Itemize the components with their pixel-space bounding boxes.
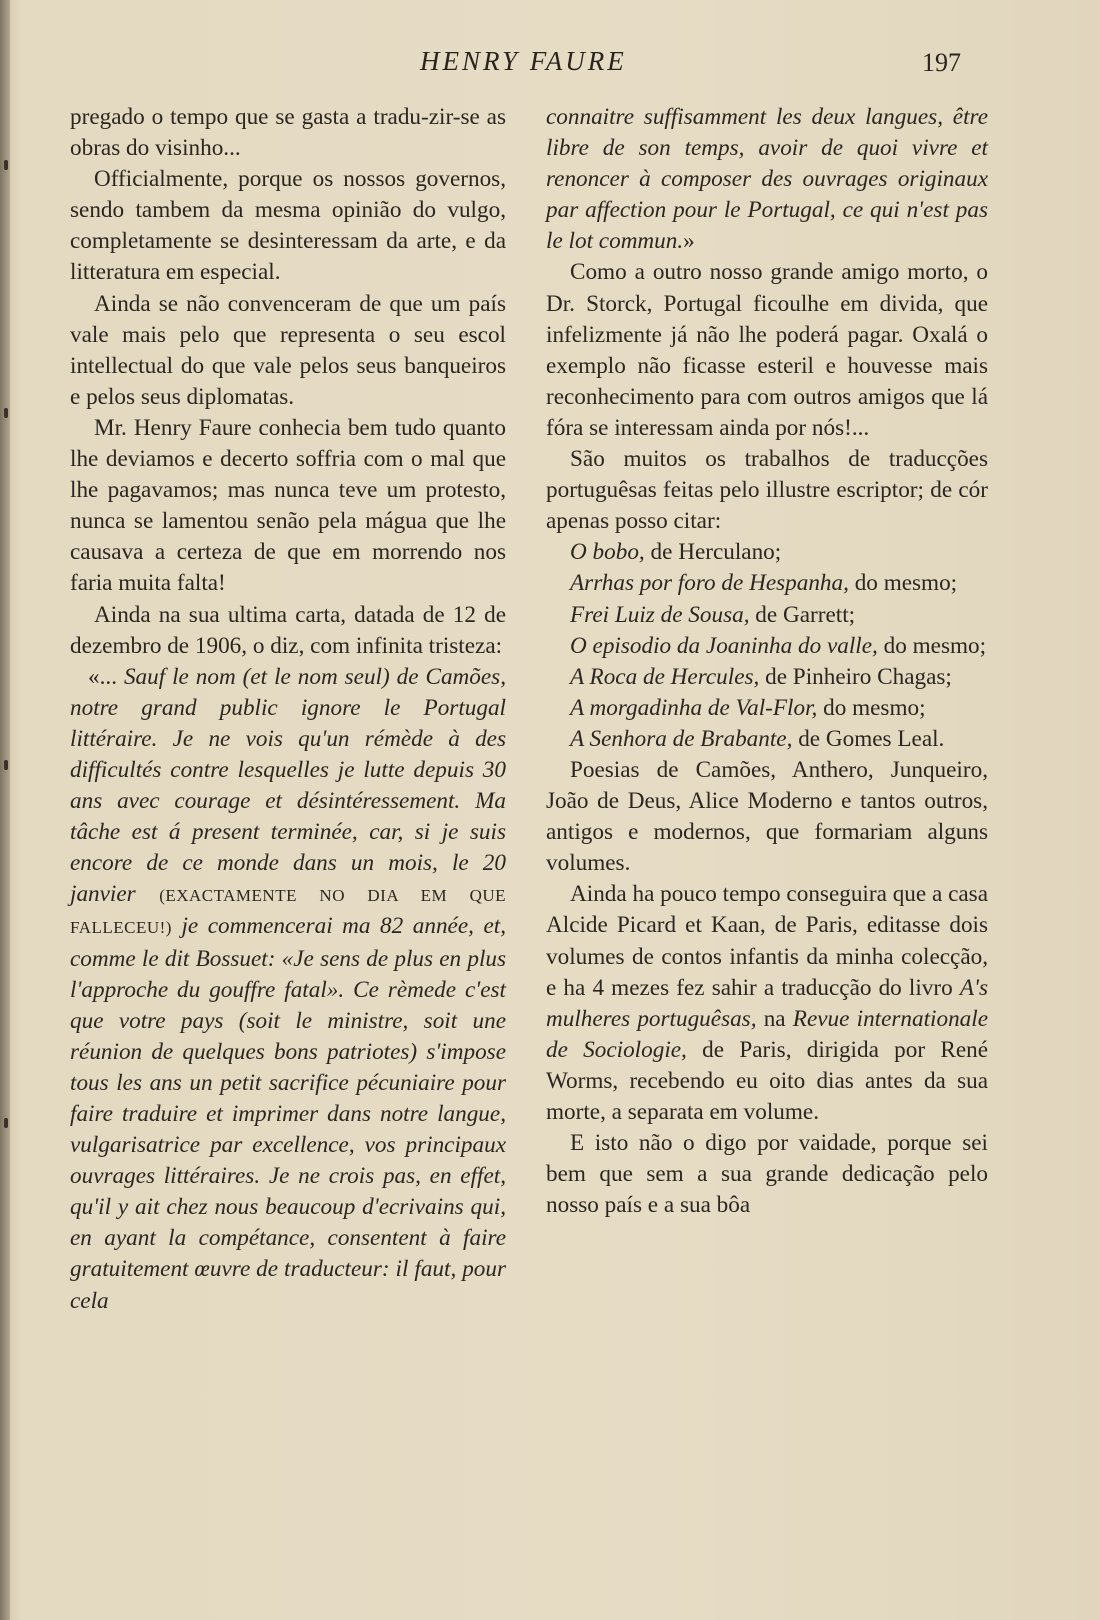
- paragraph: Ainda na sua ultima carta, datada de 12 de dezembro de 1906, o diz, com infinita tristeza:: [70, 601, 506, 659]
- margin-mark: [4, 160, 8, 170]
- work-title: A Senhora de Brabante,: [570, 725, 793, 752]
- work-author: de Herculano;: [644, 539, 782, 566]
- quote-close-mark: »: [683, 228, 695, 255]
- work-title: Arrhas por foro de Hespanha,: [570, 570, 849, 597]
- work-item: [546, 662, 988, 693]
- work-author: do mesmo;: [817, 694, 926, 721]
- work-item: [546, 724, 988, 755]
- work-title: O bobo,: [570, 539, 645, 566]
- margin-mark: [4, 408, 8, 418]
- work-title: A morgadinha de Val-Flor,: [570, 694, 818, 721]
- work-author: de Gomes Leal.: [792, 725, 945, 752]
- work-item: [546, 537, 988, 568]
- paragraph: E isto não o digo por vaidade, porque sei bem que sem a sua grande dedicação pelo nosso país e a sua bôa: [546, 1130, 988, 1219]
- paragraph: pregado o tempo que se gasta a tradu-zir-se as obras do visinho...: [70, 104, 506, 162]
- small-caps-aside: (EXACTAMENTE NO DIA EM QUE FALLECEU!): [70, 886, 507, 938]
- paragraph: Como a outro nosso grande amigo morto, o Dr. Storck, Portugal ficoulhe em divida, que infelizmente já não lhe poderá pagar. Oxalá o exemplo não ficasse esteril e houvesse mais reconhecimento para com outros amigos que lá fóra se interessam ainda por nós!...: [546, 259, 988, 441]
- running-title: HENRY FAURE: [420, 46, 627, 76]
- book-spine-edge: [0, 0, 10, 1620]
- quote-continuation: [546, 102, 988, 257]
- paragraph-text: de Paris, dirigida por René Worms, recebendo eu oito dias antes da sua morte, a separata em volume.: [546, 1036, 989, 1125]
- work-title: Frei Luiz de Sousa,: [570, 601, 750, 628]
- paragraph: São muitos os trabalhos de traducções portuguêsas feitas pelo illustre escriptor; de cór apenas posso citar:: [546, 446, 988, 535]
- journal-title: Revue internationale de Sociologie,: [546, 1005, 989, 1063]
- left-column: [70, 102, 506, 1317]
- paragraph-text: na: [756, 1005, 793, 1032]
- page-number: 197: [922, 48, 961, 77]
- paragraph: Officialmente, porque os nossos governos, sendo tambem da mesma opinião do vulgo, completamente se desinteressam da arte, e da litteratura em especial.: [70, 166, 506, 286]
- paragraph: Mr. Henry Faure conhecia bem tudo quanto lhe deviamos e decerto soffria com o mal que lhe pagavamos; mas nunca teve um protesto, nunca se lamentou senão pela mágua que lhe causava a certeza de que em morrendo nos faria muita falta!: [70, 414, 506, 597]
- work-title: O episodio da Joaninha do valle,: [570, 632, 878, 659]
- work-author: do mesmo;: [877, 632, 987, 659]
- french-quotation: [70, 662, 506, 1317]
- work-author: de Garrett;: [749, 601, 856, 628]
- work-item: [546, 600, 988, 631]
- book-title: A's mulheres portuguêsas,: [546, 974, 988, 1032]
- paragraph: Poesias de Camões, Anthero, Junqueiro, João de Deus, Alice Moderno e tantos outros, antigos e modernos, que formariam alguns volumes.: [546, 756, 988, 877]
- margin-mark: [4, 760, 8, 770]
- quote-text: connaitre suffisamment les deux langues, être libre de son temps, avoir de quoi vivre et renoncer à composer des ouvrages originaux par affection pour le Portugal, ce qui n'est pas le lot commun.: [546, 104, 988, 255]
- paragraph: [546, 879, 988, 1128]
- work-item: [546, 693, 988, 724]
- work-author: de Pinheiro Chagas;: [759, 663, 952, 690]
- work-item: [546, 631, 988, 662]
- quote-text: je commencerai ma 82 année, et, comme le dit Bossuet: «Je sens de plus en plus l'approche du gouffre fatal». Ce rèmede c'est que votre pays (soit le ministre, soit une réunion de quelques bons patriotes) s'impose tous les ans un petit sacrifice pécuniaire pour faire traduire et imprimer dans notre langue, vulgarisatrice par excellence, vos principaux ouvrages littéraires. Je ne crois pas, en effet, qu'il y ait chez nous beaucoup d'ecrivains qui, en ayant la compétance, consentent à faire gratuitement œuvre de traducteur: il faut, pour cela: [70, 913, 506, 1314]
- right-column: [546, 102, 988, 1221]
- paragraph: Ainda se não convenceram de que um país vale mais pelo que representa o seu escol intellectual do que vale pelos seus banqueiros e pelos seus diplomatas.: [70, 290, 506, 410]
- page-header: [0, 46, 1100, 86]
- work-title: A Roca de Hercules,: [570, 663, 760, 690]
- paragraph-text: Ainda ha pouco tempo conseguira que a casa Alcide Picard et Kaan, de Paris, editasse dois volumes de contos infantis da minha colecção, e ha 4 mezes fez sahir a traducção do livro: [546, 881, 988, 1001]
- work-author: do mesmo;: [848, 570, 958, 597]
- margin-mark: [4, 1118, 8, 1128]
- quote-text: Sauf le nom (et le nom seul) de Camões, notre grand public ignore le Portugal littéraire. Je ne vois qu'un rémède à des difficultés contre lesquelles je lutte depuis 30 ans avec courage et désintéressement. Ma tâche est á present terminée, car, si je suis encore de ce monde dans un mois, le 20 janvier: [70, 663, 507, 908]
- quote-open-mark: «...: [88, 663, 124, 690]
- work-item: [546, 568, 988, 599]
